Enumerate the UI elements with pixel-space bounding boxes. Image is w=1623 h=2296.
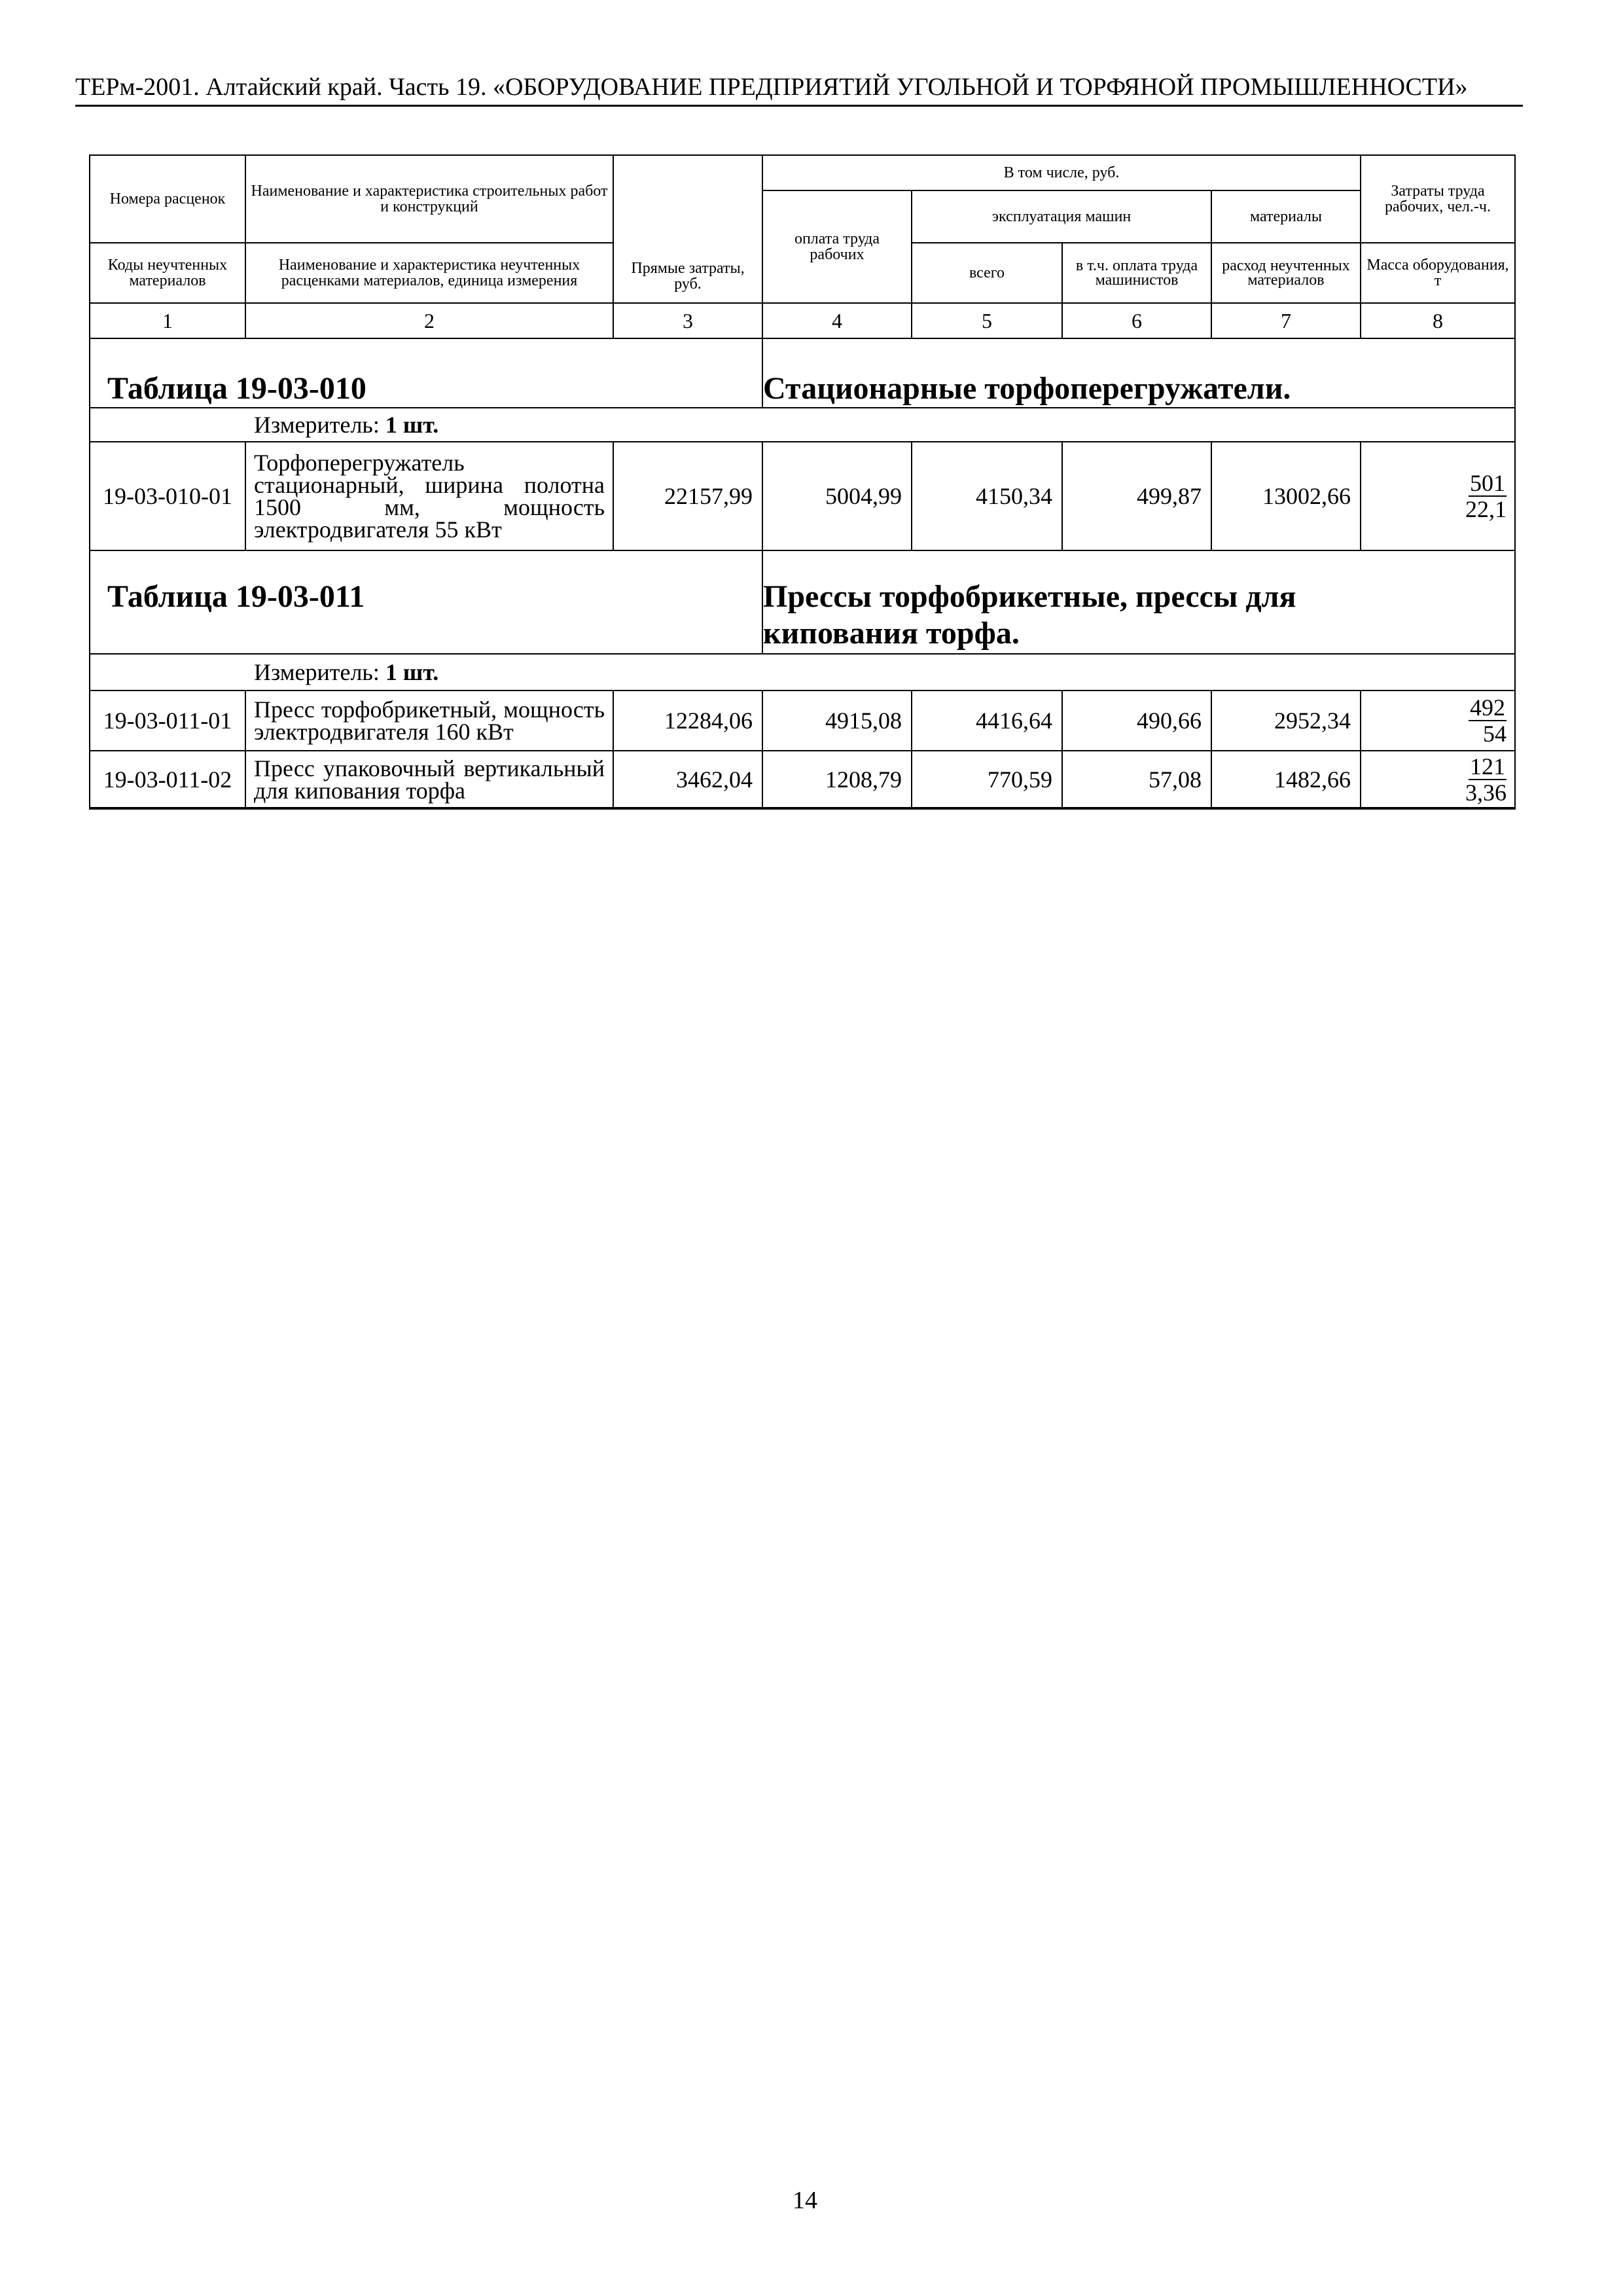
section-title-text: Стационарные торфоперегружатели.	[763, 371, 1291, 406]
machinists-pay: 499,87	[1062, 442, 1211, 550]
rate-name: Пресс упаковочный вертикальный для кипования торфа	[245, 751, 613, 808]
labor-hours-mass	[1361, 751, 1515, 808]
header-col3: Прямые затраты, руб.	[613, 155, 762, 303]
machines-total: 770,59	[912, 751, 1062, 808]
labor-hours-mass	[1361, 691, 1515, 751]
measure-label: Измеритель:	[254, 659, 380, 685]
rate-name: Пресс торфобрикетный, мощность электродвигателя 160 кВт	[245, 691, 613, 751]
materials-cost: 13002,66	[1211, 442, 1361, 550]
header-col7-top: материалы	[1211, 190, 1361, 243]
materials-cost: 2952,34	[1211, 691, 1361, 751]
labor-pay: 4915,08	[762, 691, 912, 751]
machinists-pay: 57,08	[1062, 751, 1211, 808]
equipment-mass: 22,1	[1465, 496, 1507, 522]
machines-total: 4150,34	[912, 442, 1062, 550]
measure-label: Измеритель:	[254, 412, 380, 438]
section-table-number: Таблица 19-03-010	[90, 338, 762, 408]
column-number: 6	[1062, 303, 1211, 338]
section-measure	[90, 654, 1515, 691]
table-row	[90, 442, 1515, 550]
section-title	[762, 550, 1515, 654]
header-col2-top: Наименование и характеристика строительных работ и конструкций	[245, 155, 613, 243]
column-number: 7	[1211, 303, 1361, 338]
column-number: 4	[762, 303, 912, 338]
running-header: ТЕРм-2001. Алтайский край. Часть 19. «ОБОРУДОВАНИЕ ПРЕДПРИЯТИЙ УГОЛЬНОЙ И ТОРФЯНОЙ ПРОМЫШЛЕННОСТИ»	[75, 73, 1468, 101]
measure-value: 1 шт.	[385, 659, 439, 685]
page-number: 14	[793, 2187, 817, 2214]
direct-costs: 12284,06	[613, 691, 762, 751]
table-row	[90, 751, 1515, 808]
header-col1-bottom: Коды неучтенных материалов	[90, 243, 245, 303]
section-table-number: Таблица 19-03-011	[90, 550, 762, 654]
direct-costs: 3462,04	[613, 751, 762, 808]
header-col4: оплата труда рабочих	[762, 190, 912, 303]
rates-table	[89, 154, 1516, 810]
direct-costs: 22157,99	[613, 442, 762, 550]
machines-total: 4416,64	[912, 691, 1062, 751]
equipment-mass: 54	[1483, 721, 1507, 747]
table-row	[90, 691, 1515, 751]
section-measure	[90, 408, 1515, 442]
header-machines-group: эксплуатация машин	[912, 190, 1211, 243]
labor-pay: 1208,79	[762, 751, 912, 808]
labor-hours: 492	[1470, 694, 1505, 721]
measure-value: 1 шт.	[385, 412, 439, 438]
header-incl-group: В том числе, руб.	[762, 155, 1361, 190]
header-col5: всего	[912, 243, 1062, 303]
header-col7-bottom: расход неучтенных материалов	[1211, 243, 1361, 303]
rate-code: 19-03-011-01	[90, 691, 245, 751]
column-number: 5	[912, 303, 1062, 338]
column-number: 3	[613, 303, 762, 338]
rate-code: 19-03-010-01	[90, 442, 245, 550]
column-number: 2	[245, 303, 613, 338]
machinists-pay: 490,66	[1062, 691, 1211, 751]
labor-hours: 501	[1470, 470, 1505, 496]
labor-pay: 5004,99	[762, 442, 912, 550]
header-col8-top: Затраты труда рабочих, чел.-ч.	[1361, 155, 1515, 243]
column-number: 8	[1361, 303, 1515, 338]
labor-hours: 121	[1470, 753, 1505, 780]
header-col6: в т.ч. оплата труда машинистов	[1062, 243, 1211, 303]
header-col1-top: Номера расценок	[90, 155, 245, 243]
labor-hours-mass	[1361, 442, 1515, 550]
header-rule	[75, 105, 1523, 107]
section-title	[762, 338, 1515, 408]
materials-cost: 1482,66	[1211, 751, 1361, 808]
header-col8-bottom: Масса оборудования, т	[1361, 243, 1515, 303]
section-title-text: Прессы торфобрикетные, прессы для кипования торфа.	[763, 579, 1296, 651]
equipment-mass: 3,36	[1465, 779, 1507, 806]
rate-name: Торфоперегружатель стационарный, ширина полотна 1500 мм, мощность электродвигателя 55 кВт	[245, 442, 613, 550]
column-number: 1	[90, 303, 245, 338]
header-col2-bottom: Наименование и характеристика неучтенных расценками материалов, единица измерения	[245, 243, 613, 303]
rate-code: 19-03-011-02	[90, 751, 245, 808]
